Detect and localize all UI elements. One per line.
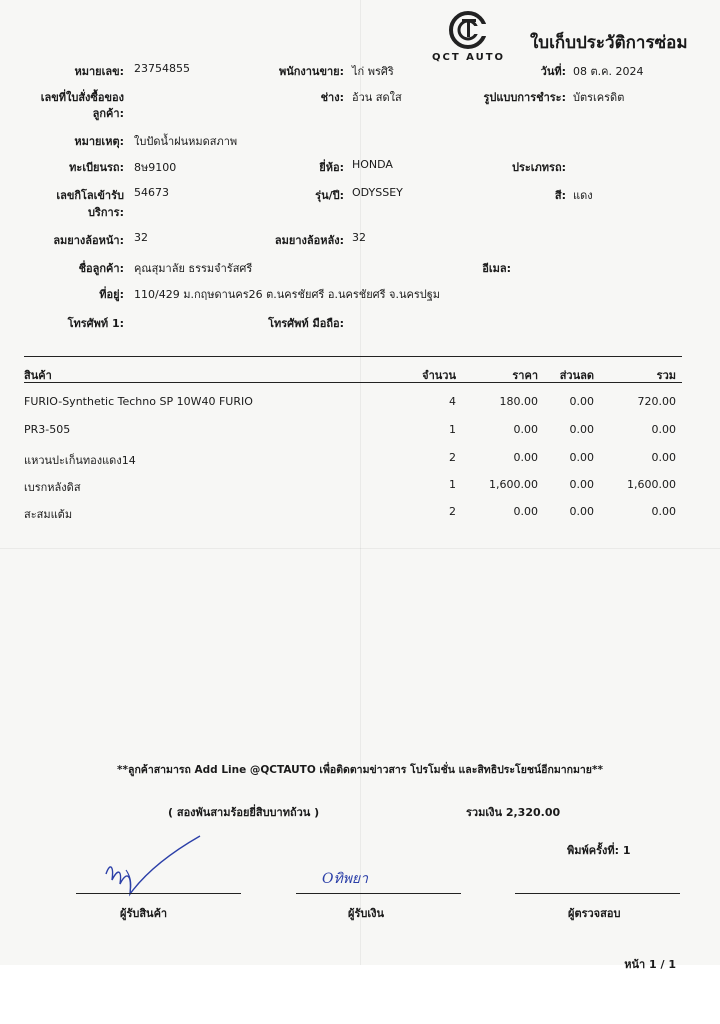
row-qty: 1 <box>449 423 456 436</box>
row-qty: 2 <box>449 505 456 518</box>
payee-signature-line <box>296 893 461 894</box>
car-brand-label: ยี่ห้อ: <box>319 161 344 174</box>
print-count-value: 1 <box>622 844 631 857</box>
car-type-label: ประเภทรถ: <box>511 161 566 174</box>
page-number: หน้า 1 / 1 <box>624 958 676 971</box>
address-label: ที่อยู่: <box>99 288 124 301</box>
receiver-signature-line <box>76 893 241 894</box>
po-label-cont: ลูกค้า: <box>92 107 124 120</box>
row-price: 0.00 <box>513 423 538 436</box>
col-header-total: รวม <box>656 369 676 382</box>
col-header-product: สินค้า <box>24 369 52 382</box>
document-title: ใบเก็บประวัติการซ่อม <box>530 33 688 53</box>
row-price: 0.00 <box>513 451 538 464</box>
inspector-signature-line <box>515 893 680 894</box>
customer-label: ชื่อลูกค้า: <box>78 262 124 275</box>
receiver-signature-label: ผู้รับสินค้า <box>120 907 168 920</box>
row-product: PR3-505 <box>24 423 71 436</box>
row-total: 0.00 <box>651 423 676 436</box>
note-value: ใบปัดน้ำฝนหมดสภาพ <box>134 135 238 148</box>
row-discount: 0.00 <box>569 423 594 436</box>
paper-crease <box>360 0 361 965</box>
payee-signature: Oทิพยา <box>322 871 368 887</box>
promo-text: **ลูกค้าสามารถ Add Line @QCTAUTO เพื่อติดตามข่าวสาร โปรโมชั่น และสิทธิประโยชน์อีกมากมาย** <box>117 764 603 776</box>
row-price: 0.00 <box>513 505 538 518</box>
row-discount: 0.00 <box>569 451 594 464</box>
col-header-price: ราคา <box>512 369 538 382</box>
row-total: 720.00 <box>637 395 676 408</box>
invoice-no-value: 23754855 <box>134 62 190 75</box>
mechanic-label: ช่าง: <box>320 91 344 104</box>
color-value: แดง <box>573 189 593 202</box>
receiver-signature-icon <box>96 832 206 902</box>
row-qty: 2 <box>449 451 456 464</box>
km-label: เลขกิโลเข้ารับ <box>56 189 124 202</box>
row-qty: 4 <box>449 395 456 408</box>
row-discount: 0.00 <box>569 478 594 491</box>
row-qty: 1 <box>449 478 456 491</box>
payment-label: รูปแบบการชำระ: <box>483 91 566 104</box>
row-product: FURIO-Synthetic Techno SP 10W40 FURIO <box>24 395 253 408</box>
date-label: วันที่: <box>540 65 566 78</box>
front-tire-value: 32 <box>134 231 148 244</box>
row-total: 0.00 <box>651 451 676 464</box>
plate-value: 8ษ9100 <box>134 161 177 174</box>
email-label: อีเมล: <box>482 262 511 275</box>
row-discount: 0.00 <box>569 395 594 408</box>
model-label: รุ่น/ปี: <box>315 189 344 202</box>
grand-total-label-text: รวมเงิน <box>466 806 502 819</box>
row-price: 1,600.00 <box>489 478 538 491</box>
mechanic-value: อ้วน สดใส <box>352 91 402 104</box>
table-top-rule <box>24 356 682 357</box>
table-header-rule <box>24 382 682 383</box>
row-price: 180.00 <box>499 395 538 408</box>
col-header-qty: จำนวน <box>422 369 456 382</box>
po-label: เลขที่ใบสั่งซื้อของ <box>40 91 124 104</box>
date-value: 08 ต.ค. 2024 <box>573 65 644 78</box>
row-product: แหวนปะเก็นทองแดง14 <box>24 454 136 467</box>
km-value: 54673 <box>134 186 169 199</box>
color-label: สี: <box>554 189 566 202</box>
invoice-no-label: หมายเลข: <box>74 65 124 78</box>
car-brand-value: HONDA <box>352 158 393 171</box>
row-total: 1,600.00 <box>627 478 676 491</box>
row-discount: 0.00 <box>569 505 594 518</box>
qct-logo-icon <box>448 10 488 50</box>
customer-value: คุณสุมาลัย ธรรมจำรัสศรี <box>134 262 253 275</box>
phone1-label: โทรศัพท์ 1: <box>67 317 124 330</box>
address-value: 110/429 ม.กฤษดานคร26 ต.นครชัยศรี อ.นครชัยศรี จ.นครปฐม <box>134 288 441 301</box>
payment-value: บัตรเครดิต <box>573 91 625 104</box>
salesperson-value: ไก่ พรศิริ <box>352 65 394 78</box>
rear-tire-value: 32 <box>352 231 366 244</box>
inspector-signature-label: ผู้ตรวจสอบ <box>568 907 621 920</box>
print-count <box>567 841 631 859</box>
col-header-discount: ส่วนลด <box>559 369 594 382</box>
grand-total-value: 2,320.00 <box>505 806 561 819</box>
km-label-cont: บริการ: <box>87 206 124 219</box>
mobile-label: โทรศัพท์ มือถือ: <box>268 317 344 330</box>
plate-label: ทะเบียนรถ: <box>69 161 124 174</box>
rear-tire-label: ลมยางล้อหลัง: <box>274 234 344 247</box>
model-value: ODYSSEY <box>352 186 403 199</box>
salesperson-label: พนักงานขาย: <box>278 65 344 78</box>
grand-total-label <box>466 803 560 821</box>
logo-text: QCT AUTO <box>432 52 506 63</box>
payee-signature-label: ผู้รับเงิน <box>348 907 384 920</box>
front-tire-label: ลมยางล้อหน้า: <box>53 234 124 247</box>
row-total: 0.00 <box>651 505 676 518</box>
print-count-label: พิมพ์ครั้งที่: <box>567 844 620 857</box>
row-product: สะสมแต้ม <box>24 508 73 521</box>
amount-in-words: ( สองพันสามร้อยยี่สิบบาทถ้วน ) <box>168 806 320 819</box>
note-label: หมายเหตุ: <box>74 135 124 148</box>
row-product: เบรกหลังดิส <box>24 481 81 494</box>
